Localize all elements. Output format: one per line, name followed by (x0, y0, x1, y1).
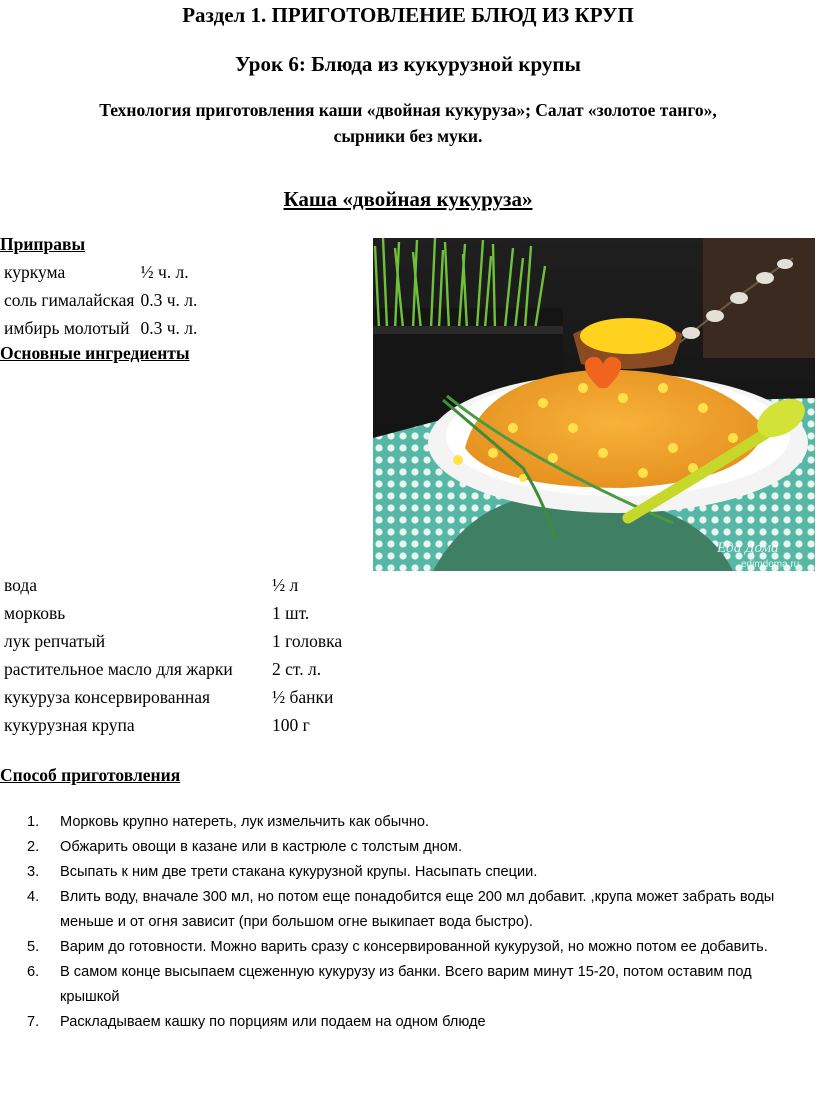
spices-heading: Приправы (0, 234, 86, 254)
ingredient-amount: ½ л (272, 574, 299, 595)
ingredient-name: вода (4, 574, 38, 595)
table-row (0, 655, 342, 683)
ingredient-amount: 1 шт. (272, 602, 310, 623)
ingredient-name: растительное масло для жарки (4, 658, 233, 679)
table-row (0, 683, 342, 711)
step-number: 3. (27, 864, 40, 880)
ingredient-name: кукурузная крупа (4, 714, 135, 735)
step-text: Раскладываем кашку по порциям или подаем на одном блюде (60, 1014, 486, 1030)
ingredient-amount: ½ банки (272, 686, 334, 707)
method-steps (0, 810, 790, 1035)
list-item (0, 1010, 790, 1035)
method-heading: Способ приготовления (0, 765, 181, 785)
ingredient-amount: 2 ст. л. (272, 658, 322, 679)
step-number: 5. (27, 939, 40, 955)
table-row (0, 571, 342, 599)
step-number: 1. (27, 814, 40, 830)
section-title: Раздел 1. ПРИГОТОВЛЕНИЕ БЛЮД ИЗ КРУП (182, 3, 634, 27)
subtitle-line-1: Технология приготовления каши «двойная кукуруза»; Салат «золотое танго», (99, 100, 717, 120)
table-row (0, 599, 342, 627)
main-ingredients-table (0, 571, 342, 739)
ingredient-name: соль гималайская (4, 289, 135, 310)
ingredient-amount: 100 г (272, 714, 310, 735)
main-ingredients-heading: Основные ингредиенты (0, 343, 190, 363)
table-row (0, 314, 197, 342)
step-text: В самом конце высыпаем сцеженную кукурузу из банки. Всего варим минут 15-20, потом оставим под крышкой (60, 964, 752, 1005)
ingredient-name: имбирь молотый (4, 317, 130, 338)
list-item (0, 835, 790, 860)
step-number: 4. (27, 889, 40, 905)
step-number: 6. (27, 964, 40, 980)
ingredient-amount: 0.3 ч. л. (140, 289, 198, 310)
table-row (0, 627, 342, 655)
table-row (0, 286, 197, 314)
dish-photo (373, 238, 815, 571)
list-item (0, 885, 790, 935)
step-text: Варим до готовности. Можно варить сразу с консервированной кукурузой, но можно потом ее добавить. (60, 939, 768, 955)
ingredient-name: кукуруза консервированная (4, 686, 211, 707)
list-item (0, 810, 790, 835)
list-item (0, 960, 790, 1010)
step-text: Обжарить овощи в казане или в кастрюле с толстым дном. (60, 839, 463, 855)
ingredient-amount: 0.3 ч. л. (140, 317, 198, 338)
ingredient-name: куркума (4, 261, 66, 282)
ingredient-amount: 1 головка (272, 630, 343, 651)
spices-table (0, 258, 197, 342)
table-row (0, 711, 342, 739)
step-text: Морковь крупно натереть, лук измельчить как обычно. (60, 814, 430, 830)
step-text: Влить воду, вначале 300 мл, но потом еще понадобится еще 200 мл добавит. ,крупа может забрать воды меньше и от огня зависит (при большом огне выкипает вода быстро). (60, 889, 775, 930)
subtitle-line-2: сырники без муки. (333, 126, 483, 146)
dish-title: Каша «двойная кукуруза» (283, 187, 533, 211)
step-number: 7. (27, 1014, 40, 1030)
step-number: 2. (27, 839, 40, 855)
list-item (0, 935, 790, 960)
ingredient-amount: ½ ч. л. (140, 261, 189, 282)
watermark-logo: Еда Дома (717, 540, 779, 556)
ingredient-name: лук репчатый (4, 630, 106, 651)
list-item (0, 860, 790, 885)
watermark-url: edimdoma.ru (741, 559, 800, 570)
step-text: Всыпать к ним две трети стакана кукурузной крупы. Насыпать специи. (60, 864, 538, 880)
lesson-title: Урок 6: Блюда из кукурузной крупы (235, 52, 581, 76)
subtitle (0, 97, 816, 149)
ingredient-name: морковь (4, 602, 66, 623)
table-row (0, 258, 197, 286)
